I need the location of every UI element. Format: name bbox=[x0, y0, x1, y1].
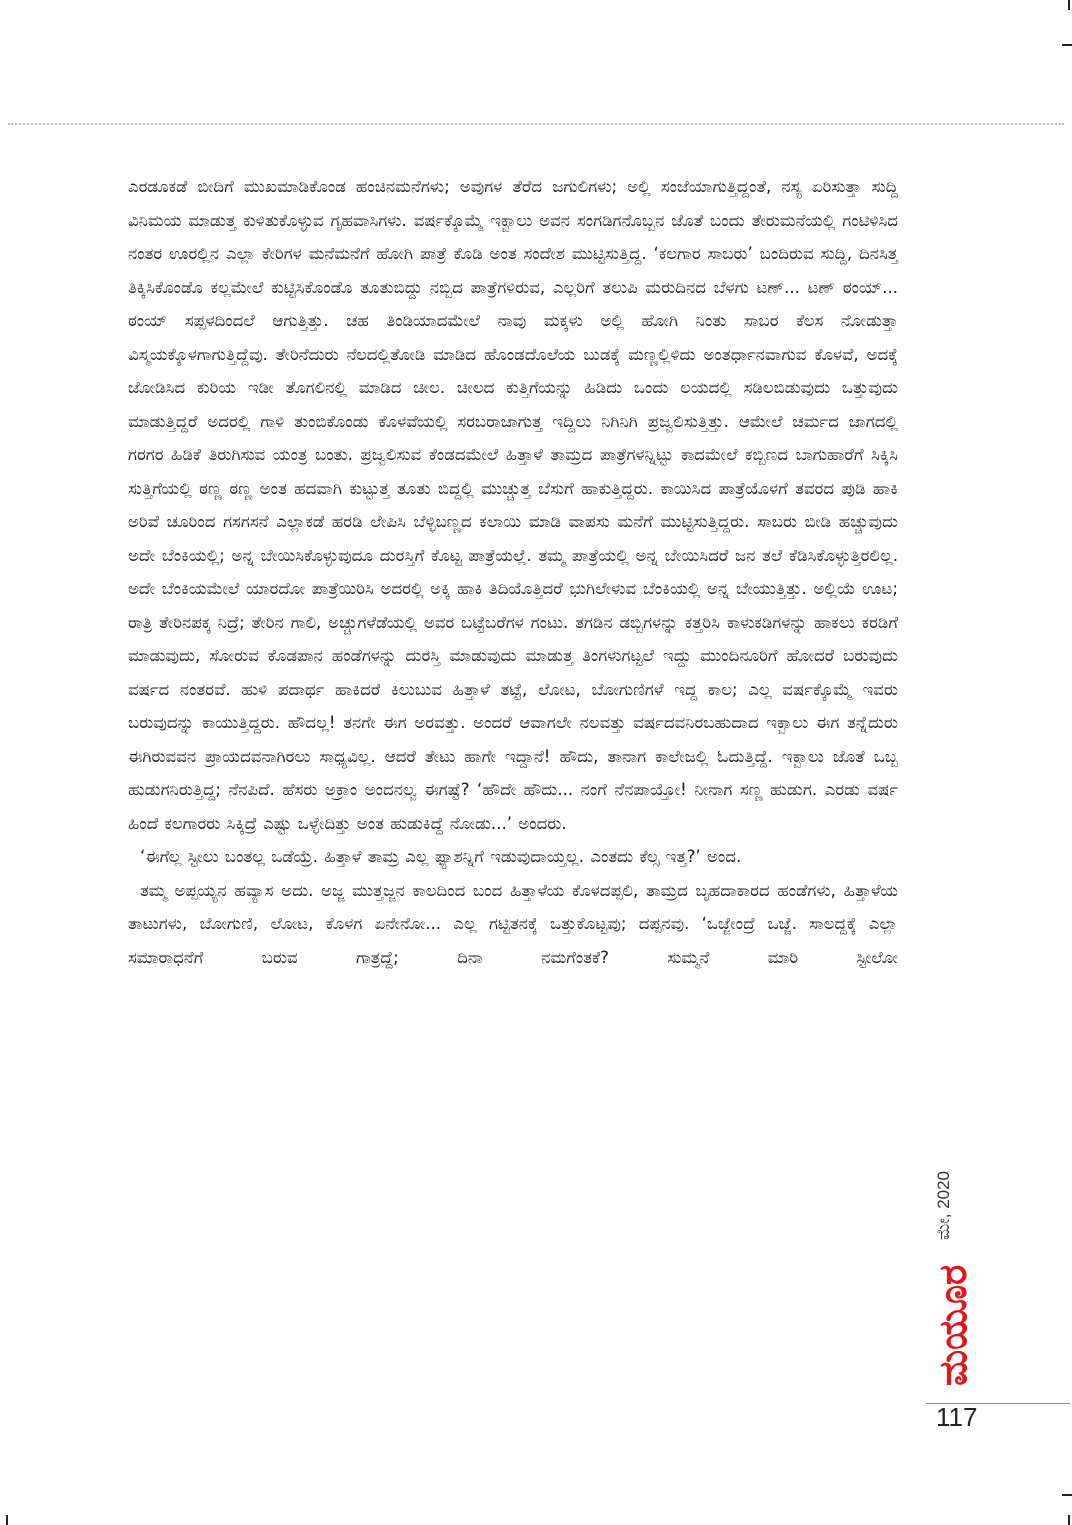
article-paragraph-3: ತಮ್ಮ ಅಪ್ಪಯ್ಯನ ಹವ್ಯಾಸ ಅದು. ಅಜ್ಜ ಮುತ್ತಜ್ಜನ ಕಾಲದಿಂದ ಬಂದ ಹಿತ್ತಾಳೆಯ ಕೊಳದಪ್ಪಲಿ, ತಾಮ್ರದ ಬೃಹದಾಕಾರದ ಹಂಡೆಗಳು, ಹಿತ್ತಾಳೆಯ ತಾಟುಗಳು, ಬೋಗುಣಿ, ಲೋಟ, ಕೊಳಗ ಏನೇನೋ... ಎಲ್ಲ ಗಟ್ಟಿತನಕ್ಕೆ ಒತ್ತುಕೊಟ್ಟವು; ದಪ್ಪನವು. ‘ಒಜ್ಜೇಂದ್ರೆ ಒಜ್ಜೆ. ಸಾಲದ್ದಕ್ಕೆ ಎಲ್ಲಾ ಸಮಾರಾಧನೆಗೆ ಬರುವ ಗಾತ್ರದ್ದೆ; ದಿನಾ ನಮಗೆಂತಕೆ? ಸುಮ್ಮನೆ ಮಾರಿ ಸ್ಟೀಲೋ bbox=[128, 880, 898, 967]
article-paragraph-2: ‘ಈಗೆಲ್ಲ ಸ್ಟೀಲು ಬಂತಲ್ಲ ಒಡೆಯ್ರೆ. ಹಿತ್ತಾಳೆ ತಾಮ್ರ ಎಲ್ಲ ಫ್ಯಾಶನ್ನಿಗೆ ಇಡುವುದಾಯ್ತಲ್ಲ. ಎಂತದು ಕೆಲ್ಸ ಇತ್ತ?’ ಅಂದ. bbox=[140, 847, 742, 866]
crop-mark-top-right bbox=[1068, 0, 1070, 10]
crop-mark-bottom-left bbox=[6, 1515, 8, 1525]
magazine-logo: ಮಯೂರ bbox=[931, 1264, 975, 1386]
article-body bbox=[128, 170, 898, 974]
crop-mark-bottom-right bbox=[1068, 1515, 1070, 1525]
crop-mark-right-upper bbox=[1062, 44, 1072, 46]
page-number: 117 bbox=[936, 1402, 978, 1432]
article-paragraph-1: ಎರಡೂಕಡೆ ಬೀದಿಗೆ ಮುಖಮಾಡಿಕೊಂಡ ಹಂಚಿನಮನೆಗಳು; ಅವುಗಳ ತೆರೆದ ಜಗುಲಿಗಳು; ಅಲ್ಲಿ ಸಂಜೆಯಾಗುತ್ತಿದ್ದಂತೆ, ನಸ್ಯ ಏರಿಸುತ್ತಾ ಸುದ್ದಿ ವಿನಿಮಯ ಮಾಡುತ್ತ ಕುಳಿತುಕೊಳ್ಳುವ ಗೃಹವಾಸಿಗಳು. ವರ್ಷಕ್ಕೊಮ್ಮೆ ಇಕ್ಬಾಲು ಅವನ ಸಂಗಡಿಗನೊಬ್ಬನ ಜೊತೆ ಬಂದು ತೇರುಮನೆಯಲ್ಲಿ ಗಂಟಿಳಿಸಿದ ನಂತರ ಊರಲ್ಲಿನ ಎಲ್ಲಾ ಕೇರಿಗಳ ಮನೆಮನೆಗೆ ಹೋಗಿ ಪಾತ್ರೆ ಕೊಡಿ ಅಂತ ಸಂದೇಶ ಮುಟ್ಟಿಸುತ್ತಿದ್ದ. ‘ಕಲಗಾರ ಸಾಬರು’ ಬಂದಿರುವ ಸುದ್ದಿ, ದಿನಸಿತ್ತ ತಿಕ್ಕಿಸಿಕೊಂಡೊ ಕಲ್ಲಮೇಲೆ ಕುಟ್ಟಿಸಿಕೊಂಡೊ ತೂತುಬಿದ್ದು ನಬ್ಬಿದ ಪಾತ್ರೆಗಳಿರುವ, ಎಲ್ಲರಿಗೆ ತಲುಪಿ ಮರುದಿನದ ಬೆಳಗು ಟಣ್... ಟಣ್ ಠಂಯ್... ಠಂಯ್ ಸಪ್ಪಳದಿಂದಲೆ ಆಗುತ್ತಿತ್ತು. ಚಹ ತಿಂಡಿಯಾದಮೇಲೆ ನಾವು ಮಕ್ಕಳು ಅಲ್ಲಿ ಹೋಗಿ ನಿಂತು ಸಾಬರ ಕೆಲಸ ನೋಡುತ್ತಾ ವಿಸ್ಮಯಕ್ಕೊಳಗಾಗುತ್ತಿದ್ದೆವು. ತೇರಿನೆದುರು ನೆಲದಲ್ಲಿತೋಡಿ ಮಾಡಿದ ಹೊಂಡದೊಲೆಯ ಬುಡಕ್ಕೆ ಮಣ್ಣಲ್ಲಿಳಿದು ಅಂತರ್ಧಾನವಾಗುವ ಕೊಳವೆ, ಅದಕ್ಕೆ ಜೋಡಿಸಿದ ಕುರಿಯ ಇಡೀ ತೊಗಲಿನಲ್ಲಿ ಮಾಡಿದ ಚೀಲ. ಚೀಲದ ಕುತ್ತಿಗೆಯನ್ನು ಹಿಡಿದು ಒಂದು ಲಯದಲ್ಲಿ ಸಡಿಲಬಿಡುವುದು ಒತ್ತುವುದು ಮಾಡುತ್ತಿದ್ದರೆ ಅದರಲ್ಲಿ ಗಾಳಿ ತುಂಬಿಕೊಂಡು ಕೊಳವೆಯಲ್ಲಿ ಸರಬರಾಜಾಗುತ್ತ ಇದ್ದಿಲು ನಿಗಿನಿಗಿ ಪ್ರಜ್ವಲಿಸುತ್ತಿತ್ತು. ಆಮೇಲೆ ಚರ್ಮದ ಜಾಗದಲ್ಲಿ ಗರಗರ ಹಿಡಿಕೆ ತಿರುಗಿಸುವ ಯಂತ್ರ ಬಂತು. ಪ್ರಜ್ವಲಿಸುವ ಕೆಂಡದಮೇಲೆ ಹಿತ್ತಾಳೆ ತಾಮ್ರದ ಪಾತ್ರೆಗಳನ್ನಿಟ್ಟು ಕಾದಮೇಲೆ ಕಬ್ಬಿಣದ ಬಾಗುಹಾರೆಗೆ ಸಿಕ್ಕಿಸಿ ಸುತ್ತಿಗೆಯಲ್ಲಿ ಠಣ್ಣ ಠಣ್ಣ ಅಂತ ಹದವಾಗಿ ಕುಟ್ಟುತ್ತ ತೂತು ಬಿದ್ದಲ್ಲಿ ಮುಚ್ಚುತ್ತ ಬೆಸುಗೆ ಹಾಕುತ್ತಿದ್ದರು. ಕಾಯಿಸಿದ ಪಾತ್ರೆಯೊಳಗೆ ತವರದ ಪುಡಿ ಹಾಕಿ ಅರಿವೆ ಚೂರಿಂದ ಗಸಗಸನೆ ಎಲ್ಲಾಕಡೆ ಹರಡಿ ಲೇಪಿಸಿ ಬೆಳ್ಳಿಬಣ್ಣದ ಕಲಾಯಿ ಮಾಡಿ ವಾಪಸು ಮನೆಗೆ ಮುಟ್ಟಿಸುತ್ತಿದ್ದರು. ಸಾಬರು ಬೀಡಿ ಹಚ್ಚುವುದು ಅದೇ ಬೆಂಕಿಯಲ್ಲಿ; ಅನ್ನ ಬೇಯಿಸಿಕೊಳ್ಳುವುದೂ ದುರಸ್ತಿಗೆ ಕೊಟ್ಟ ಪಾತ್ರೆಯಲ್ಲೆ. ತಮ್ಮ ಪಾತ್ರೆಯಲ್ಲಿ ಅನ್ನ ಬೇಯಿಸಿದರೆ ಜನ ತಲೆ ಕೆಡಿಸಿಕೊಳ್ಳುತ್ತಿರಲಿಲ್ಲ. ಅದೇ ಬೆಂಕಿಯಮೇಲೆ ಯಾರದೋ ಪಾತ್ರೆಯಿರಿಸಿ ಅದರಲ್ಲಿ ಅಕ್ಕಿ ಹಾಕಿ ತಿದಿಯೊತ್ತಿದರೆ ಭುಗಿಲೇಳುವ ಬೆಂಕಿಯಲ್ಲಿ ಅನ್ನ ಬೇಯುತ್ತಿತ್ತು. ಅಲ್ಲಿಯೆ ಊಟ; ರಾತ್ರಿ ತೇರಿನಪಕ್ಕ ನಿದ್ರೆ; ತೇರಿನ ಗಾಲಿ, ಅಚ್ಚುಗಳೆಡೆಯಲ್ಲಿ ಅವರ ಬಟ್ಟೆಬರೆಗಳ ಗಂಟು. ತಗಡಿನ ಡಬ್ಬಿಗಳನ್ನು ಕತ್ತರಿಸಿ ಕಾಳುಕಡಿಗಳನ್ನು ಹಾಕಲು ಕರಡಿಗೆ ಮಾಡುವುದು, ಸೋರುವ ಕೊಡಪಾನ ಹಂಡೆಗಳನ್ನು ದುರಸ್ತಿ ಮಾಡುವುದು ಮಾಡುತ್ತ ತಿಂಗಳುಗಟ್ಟಲೆ ಇದ್ದು ಮುಂದಿನೂರಿಗೆ ಹೋದರೆ ಬರುವುದು ವರ್ಷದ ನಂತರವೆ. ಹುಳಿ ಪದಾರ್ಥ ಹಾಕಿದರೆ ಕಿಲುಬುವ ಹಿತ್ತಾಳೆ ತಟ್ಟೆ, ಲೋಟ, ಬೋಗುಣಿಗಳೆ ಇದ್ದ ಕಾಲ; ಎಲ್ಲ ವರ್ಷಕ್ಕೊಮ್ಮೆ ಇವರು ಬರುವುದನ್ನು ಕಾಯುತ್ತಿದ್ದರು. ಹೌದಲ್ಲ! ತನಗೇ ಈಗ ಅರವತ್ತು. ಅಂದರೆ ಆವಾಗಲೇ ನಲವತ್ತು ವರ್ಷದವನಿರಬಹುದಾದ ಇಕ್ಬಾಲು ಈಗ ತನ್ನೆದುರು ಈಗಿರುವವನ ಪ್ರಾಯದವನಾಗಿರಲು ಸಾಧ್ಯವಿಲ್ಲ. ಆದರೆ ತೇಟು ಹಾಗೇ ಇದ್ದಾನೆ! ಹೌದು, ತಾನಾಗ ಕಾಲೇಜಲ್ಲಿ ಓದುತ್ತಿದ್ದೆ. ಇಕ್ಬಾಲು ಜೊತೆ ಒಬ್ಬ ಹುಡುಗನಿರುತ್ತಿದ್ದ; ನೆನಪಿದೆ. ಹೆಸರು ಅಕ್ರಾಂ ಅಂದನಲ್ವ ಈಗಷ್ಟೆ? ‘ಹೌದೇ ಹೌದು... ನಂಗೆ ನೆನಪಾಯ್ತೋ! ನೀನಾಗ ಸಣ್ಣ ಹುಡುಗ. ಎರಡು ವರ್ಷ ಹಿಂದೆ ಕಲಗಾರರು ಸಿಕ್ಕಿದ್ರೆ ಎಷ್ಟು ಒಳ್ಳೇದಿತ್ತು ಅಂತ ಹುಡುಕಿದ್ದೆ ನೋಡು...’ ಅಂದರು. bbox=[128, 177, 898, 833]
issue-date: ಮೇ, 2020 bbox=[934, 1170, 953, 1240]
crop-mark-right-lower bbox=[1062, 1494, 1072, 1496]
header-dotted-rule bbox=[8, 123, 1064, 125]
